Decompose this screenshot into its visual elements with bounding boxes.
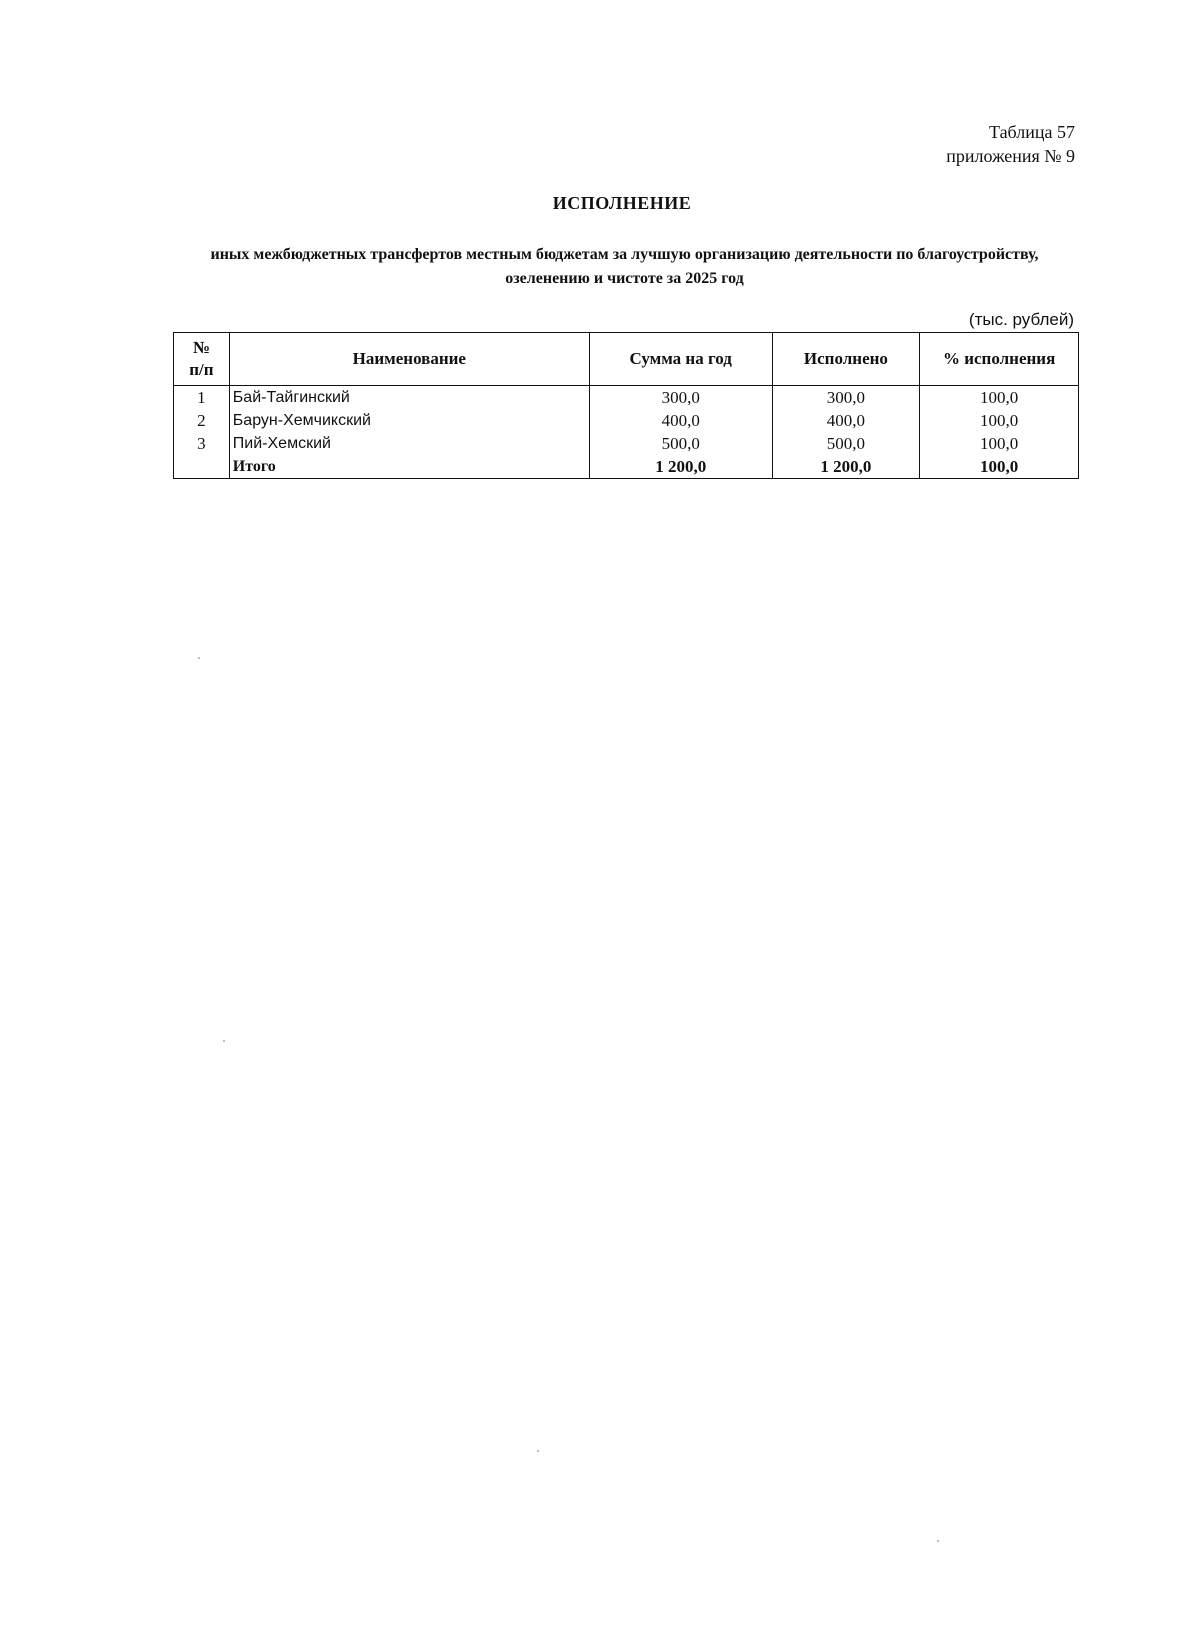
- document-subtitle: [172, 243, 1077, 291]
- table-reference: [946, 120, 1075, 168]
- budget-table: [173, 332, 1079, 479]
- total-percent: 100,0: [920, 455, 1079, 479]
- row-sum-year: 500,0: [589, 432, 772, 455]
- table-header-row: [174, 333, 1079, 386]
- appendix-label: приложения № 9: [946, 146, 1075, 166]
- total-sum-year: 1 200,0: [589, 455, 772, 479]
- table-row: [174, 409, 1079, 432]
- row-executed: 400,0: [772, 409, 920, 432]
- total-num: [174, 455, 230, 479]
- table-label: Таблица 57: [989, 122, 1075, 142]
- row-num: 3: [174, 432, 230, 455]
- header-name: Наименование: [229, 333, 589, 386]
- row-name: Барун-Хемчикский: [229, 409, 589, 432]
- header-percent: % исполнения: [920, 333, 1079, 386]
- total-name: Итого: [229, 455, 589, 479]
- header-num-line-1: №: [192, 338, 210, 357]
- table-row: [174, 386, 1079, 410]
- subtitle-line-2: озеленению и чистоте за 2025 год: [505, 270, 744, 287]
- scan-speck: [223, 1040, 225, 1042]
- scan-speck: [937, 1540, 939, 1542]
- row-sum-year: 400,0: [589, 409, 772, 432]
- row-sum-year: 300,0: [589, 386, 772, 410]
- header-num-line-2: п/п: [189, 360, 214, 379]
- row-executed: 500,0: [772, 432, 920, 455]
- header-sum-year: Сумма на год: [589, 333, 772, 386]
- row-percent: 100,0: [920, 409, 1079, 432]
- scan-speck: [198, 657, 200, 659]
- row-name: Пий-Хемский: [229, 432, 589, 455]
- total-executed: 1 200,0: [772, 455, 920, 479]
- header-executed: Исполнено: [772, 333, 920, 386]
- table-total-row: [174, 455, 1079, 479]
- table-row: [174, 432, 1079, 455]
- row-name: Бай-Тайгинский: [229, 386, 589, 410]
- row-num: 1: [174, 386, 230, 410]
- subtitle-line-1: иных межбюджетных трансфертов местным бюджетам за лучшую организацию деятельности по благоустройству,: [210, 246, 1039, 263]
- row-percent: 100,0: [920, 386, 1079, 410]
- units-label: (тыс. рублей): [968, 310, 1074, 329]
- header-num: [174, 333, 230, 386]
- document-title: ИСПОЛНЕНИЕ: [552, 193, 692, 213]
- row-num: 2: [174, 409, 230, 432]
- scan-speck: [537, 1450, 539, 1452]
- row-percent: 100,0: [920, 432, 1079, 455]
- row-executed: 300,0: [772, 386, 920, 410]
